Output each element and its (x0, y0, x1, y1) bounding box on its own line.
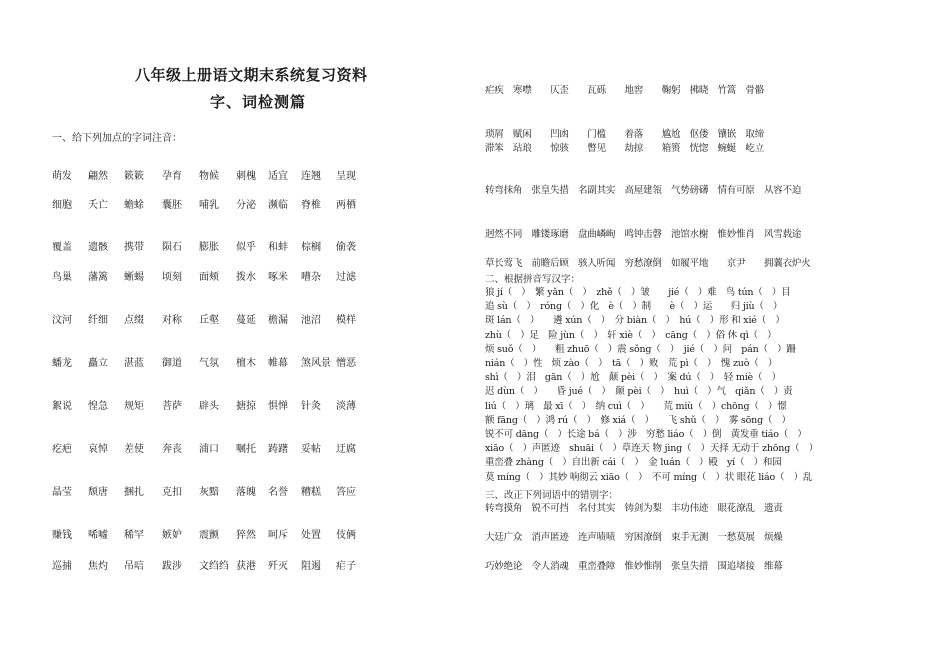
word-item: 踌躇 (268, 444, 288, 455)
word-item: 棕榈 (301, 242, 321, 253)
word-item: 和蚌 (268, 242, 288, 253)
word-item: 迂腐 (336, 444, 356, 455)
section2-heading: 二、根据拼音写汉字： (485, 274, 581, 285)
word-item: 鸟巢 (52, 272, 72, 283)
word-item: 糟糕 (301, 487, 321, 498)
word-item: 陨石 (162, 242, 182, 253)
word-item: 物候 (199, 171, 219, 182)
word-item: 顷刻 (162, 272, 182, 283)
word-item: 辟头 (199, 401, 219, 412)
word-item: 汶河 (52, 315, 72, 326)
word-item: 嫉妒 (162, 530, 182, 541)
word-item: 晶莹 (52, 487, 72, 498)
word-item: 震颤 (199, 530, 219, 541)
word-item: 惧惮 (268, 401, 288, 412)
word-row: 转弯抹角 张皇失措 名副其实 高屋建瓴 气势磅礴 情有可原 从容不迫 (485, 185, 802, 196)
pinyin-line: 重峦叠 zhàng（ ）自出新 cái（ ） 金 luán（ ）殿 yí（ ）和园 (485, 457, 782, 469)
pinyin-line: 追 sù（ ） róng（ ）化 è（ ）制 è（ ）运 归 jiù（ ） (485, 301, 783, 313)
word-item: 点缀 (124, 315, 144, 326)
word-item: 哺乳 (199, 200, 219, 211)
word-item: 池沼 (301, 315, 321, 326)
word-item: 疟子 (336, 561, 356, 572)
word-item: 藩篱 (88, 272, 108, 283)
word-item: 携带 (124, 242, 144, 253)
word-item: 蜥蜴 (124, 272, 144, 283)
word-item: 脊椎 (301, 200, 321, 211)
word-item: 煞风景 (301, 358, 331, 369)
word-item: 丘壑 (199, 315, 219, 326)
document-subtitle: 字、词检测篇 (210, 93, 307, 111)
word-item: 颓唐 (88, 487, 108, 498)
correction-line: 巧妙绝论 令人消魂 重峦叠障 惟妙惟削 张皇失措 围追堵接 维幕 (485, 561, 783, 572)
word-item: 蟠龙 (52, 358, 72, 369)
word-item: 歼灭 (268, 561, 288, 572)
word-item: 面颊 (199, 272, 219, 283)
word-item: 气氛 (199, 358, 219, 369)
correction-line: 大廷广众 消声匿迹 连声啧啧 穷困潦倒 束手无测 一愁莫展 烦燥 (485, 532, 783, 543)
word-item: 赚钱 (52, 530, 72, 541)
pinyin-line: 斑 lán（ ） 遴 xún（ ） 分 biàn（ ） hú（ ）形 和 xié（ ） (485, 315, 785, 327)
word-item: 奔丧 (162, 444, 182, 455)
pinyin-line: 莫 míng（ ）其妙 响彻云 xiāo（ ） 不可 míng（ ）状 眼花 liáo（ ）乱 (485, 471, 813, 483)
word-item: 针灸 (301, 401, 321, 412)
word-item: 御道 (162, 358, 182, 369)
pinyin-line: 迟 dùn（ ） 昏 jué（ ） 颠 pèi（ ） huì（ ）气 qiǎn（ ）责 (485, 386, 793, 398)
word-item: 克扣 (162, 487, 182, 498)
pinyin-line: zhù（ ）足 险 jùn（ ） 轩 xiè（ ） cāng（ ）俗 休 qì（ ） (485, 329, 777, 341)
word-item: 名誉 (268, 487, 288, 498)
word-item: 孕育 (162, 171, 182, 182)
pinyin-line: 锐不可 dāng（ ）长途 bá（ ）涉 穷愁 liáo（ ）倒 黄发垂 tiáo（ ） (485, 429, 807, 440)
document-title: 八年级上册语文期末系统复习资料 (135, 66, 368, 84)
word-row: 琐屑 赋闲 凹凼 门槛 着落 尴尬 伛偻 镶嵌 取缔 (485, 129, 765, 140)
correction-line: 转弯摸角 锐不可挡 名付其实 铸剑为梨 丰功伟迹 眼花潦乱 遗责 (485, 503, 783, 514)
word-item: 啄米 (268, 272, 288, 283)
word-item: 呵斥 (268, 530, 288, 541)
word-item: 文绉绉 (199, 561, 229, 572)
word-item: 呈现 (336, 171, 356, 182)
word-item: 拨水 (236, 272, 256, 283)
word-item: 惶急 (88, 401, 108, 412)
pinyin-line: 额 fāng（ ）鸿 rú（ ） 修 xiá（ ） 飞 shǔ（ ） 雾 sōng（ ） (485, 414, 791, 426)
word-item: 嘱托 (236, 444, 256, 455)
word-item: 絮说 (52, 401, 72, 412)
word-item: 模样 (336, 315, 356, 326)
word-item: 唏嘘 (88, 530, 108, 541)
pinyin-line: xiāo（ ）声匿迹 shuāi（ ）草连天 物 jìng（ ）天择 无动于 zhōng（ ） (485, 443, 818, 455)
word-item: 分泌 (236, 200, 256, 211)
word-item: 捆扎 (124, 487, 144, 498)
word-item: 细胞 (52, 200, 72, 211)
word-row: 滞笨 玷琅 惊骇 瞥见 劫掠 箱篑 恍惚 蜿蜒 屹立 (485, 143, 765, 154)
word-item: 翩然 (88, 171, 108, 182)
word-item: 规矩 (124, 401, 144, 412)
word-item: 落魄 (236, 487, 256, 498)
word-item: 妥帖 (301, 444, 321, 455)
word-item: 萌发 (52, 171, 72, 182)
word-item: 跋涉 (162, 561, 182, 572)
word-item: 浦口 (199, 444, 219, 455)
word-item: 灰黯 (199, 487, 219, 498)
word-item: 过滤 (336, 272, 356, 283)
word-item: 获港 (236, 561, 256, 572)
word-item: 遗骸 (88, 242, 108, 253)
word-item: 覆盖 (52, 242, 72, 253)
word-item: 纤细 (88, 315, 108, 326)
word-item: 猝然 (236, 530, 256, 541)
word-item: 膨胀 (199, 242, 219, 253)
word-item: 菩萨 (162, 401, 182, 412)
word-item: 答应 (336, 487, 356, 498)
word-item: 蟾蜍 (124, 200, 144, 211)
word-row: 迥然不同 雕镂琢磨 盘曲嶙峋 鸣钟击磬 池馆水榭 惟妙惟肖 风雪载途 (485, 229, 802, 240)
word-item: 差使 (124, 444, 144, 455)
word-item: 两栖 (336, 200, 356, 211)
word-item: 矗立 (88, 358, 108, 369)
word-item: 阻遏 (301, 561, 321, 572)
word-item: 檀木 (236, 358, 256, 369)
word-item: 适宜 (268, 171, 288, 182)
word-item: 憎恶 (336, 358, 356, 369)
word-item: 簌簌 (124, 171, 144, 182)
pinyin-line: nián（ ）性 烦 zào（ ） tā（ ）败 荒 pì（ ） 愧 zuò（ ） (485, 358, 778, 369)
pinyin-line: 狼 jí（ ） 繁 yǎn（ ） zhě（ ）皱 jié（ ）难 鸟 tún（ ）目 (485, 287, 791, 298)
word-item: 湛蓝 (124, 358, 144, 369)
pinyin-line: shì（ ）泪 gān（ ）尬 颠 pèi（ ） 案 dú（ ） 轻 miè（ ） (485, 372, 781, 384)
word-item: 偷袭 (336, 242, 356, 253)
word-item: 伎俩 (336, 530, 356, 541)
word-row: 草长莺飞 前瞻后顾 骇人听闻 穷愁潦倒 如履平地 京尹 拥蘘衣炉火 (485, 258, 811, 269)
section3-heading: 三、改正下列词语中的错别字： (485, 490, 619, 501)
word-item: 嘈杂 (301, 272, 321, 283)
word-row: 疟疾 寒噤 仄歪 瓦砾 地窖 鞠躬 拂晓 竹篙 骨骼 (485, 85, 765, 96)
word-item: 刺槐 (236, 171, 256, 182)
word-item: 似乎 (236, 242, 256, 253)
word-item: 蔓延 (236, 315, 256, 326)
word-item: 吊唁 (124, 561, 144, 572)
word-item: 稀罕 (124, 530, 144, 541)
word-item: 连翘 (301, 171, 321, 182)
word-item: 搪掠 (236, 401, 256, 412)
word-item: 囊胚 (162, 200, 182, 211)
word-item: 焦灼 (88, 561, 108, 572)
word-item: 夭亡 (88, 200, 108, 211)
pinyin-line: 烦 suǒ（ ） 粗 zhuō（ ）震 sǒng（ ） jié（ ）问 pán（ ）跚 (485, 343, 796, 355)
word-item: 处置 (301, 530, 321, 541)
word-item: 濒临 (268, 200, 288, 211)
word-item: 疙疤 (52, 444, 72, 455)
word-item: 巡捕 (52, 561, 72, 572)
pinyin-line: liú（ ）璃 最 xī（ ） 纳 cuì（ ） 荒 miù（ ）chōng（ ）憬 (485, 400, 787, 412)
word-item: 檐漏 (268, 315, 288, 326)
word-item: 哀悼 (88, 444, 108, 455)
section1-heading: 一、给下列加点的字词注音： (52, 133, 182, 144)
word-item: 对称 (162, 315, 182, 326)
word-item: 淡薄 (336, 401, 356, 412)
word-item: 帷幕 (268, 358, 288, 369)
